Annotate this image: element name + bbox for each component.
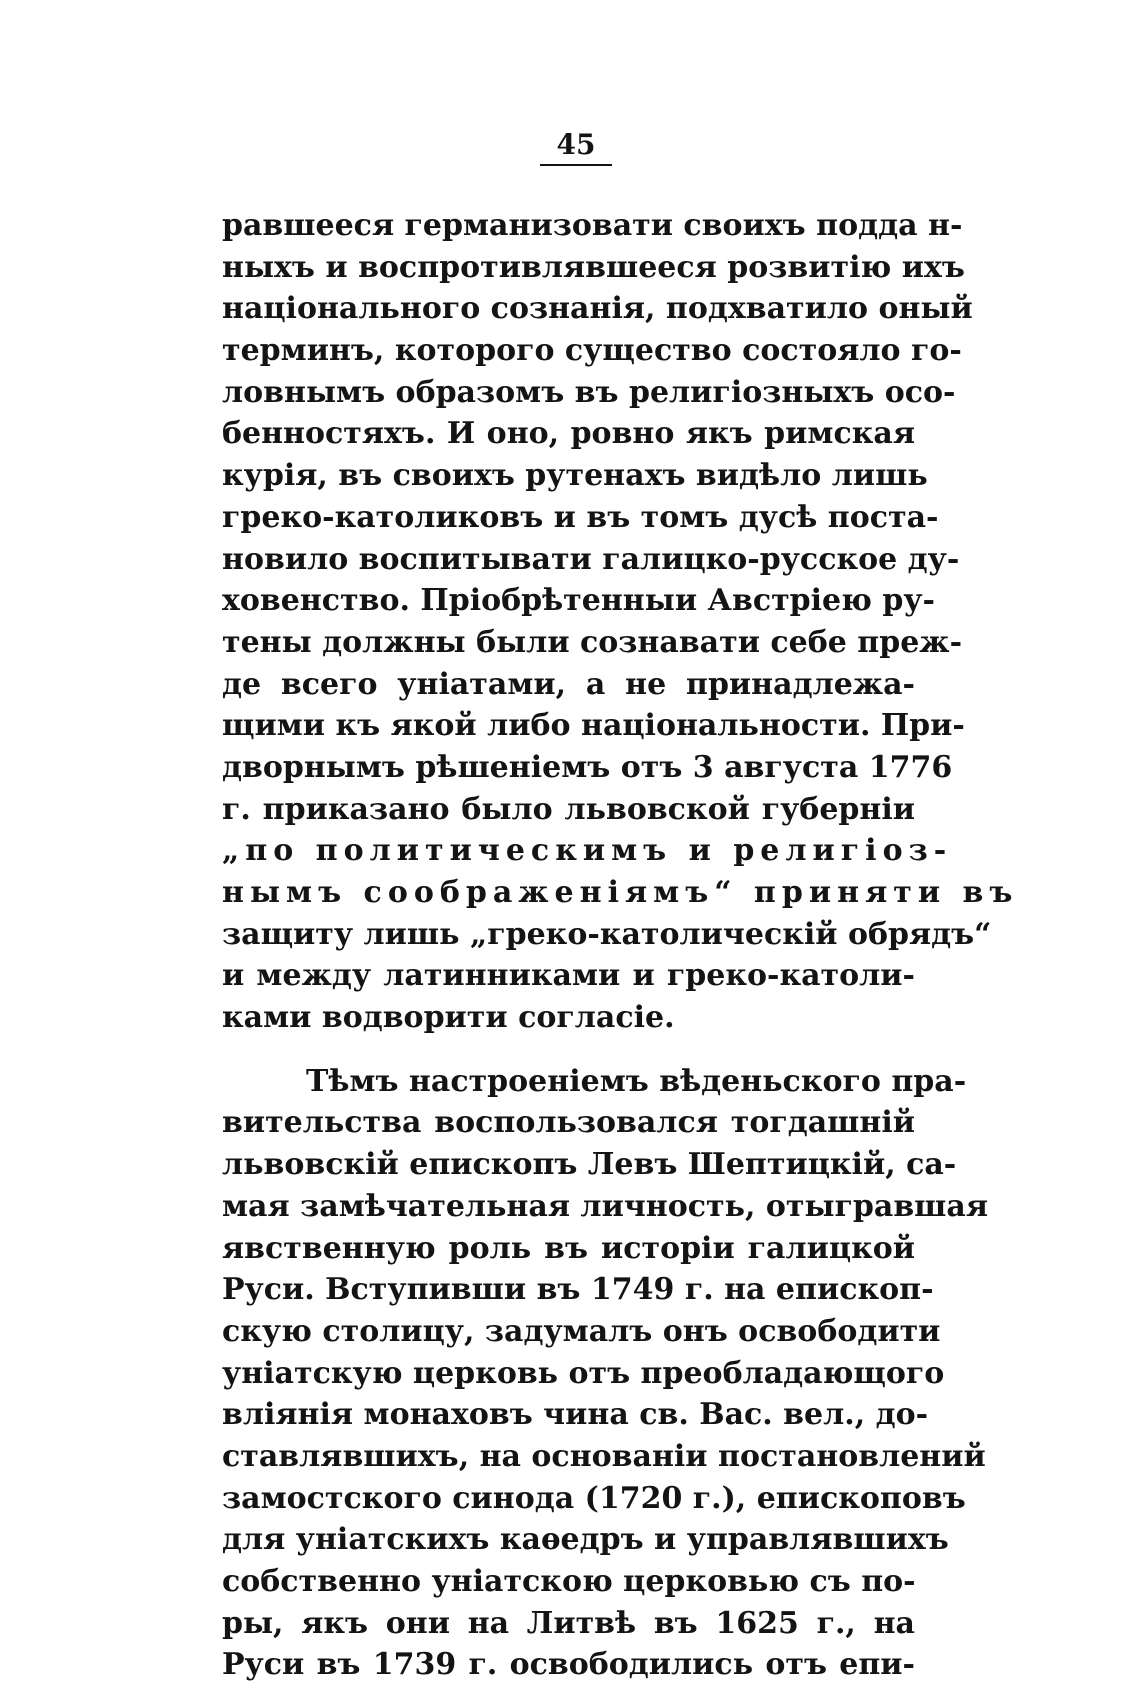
text-line: „по политическимъ и религіоз- <box>222 833 953 869</box>
text-line: для уніатскихъ каѳедръ и управлявшихъ <box>222 1522 949 1558</box>
text-line: новило воспитывати галицко-русское ду- <box>222 541 960 577</box>
text-line: мая замѣчательная личность, отыгравшая <box>222 1188 989 1224</box>
text-line: равшееся германизовати своихъ подда н- <box>222 208 963 243</box>
text-line: нымъ соображеніямъ“ приняти въ <box>222 875 1019 910</box>
text-line: львовскій епископъ Левъ Шептицкій, са- <box>222 1147 957 1183</box>
text-line: скую столицу, задумалъ онъ освободити <box>222 1313 941 1349</box>
text-line: ховенство. Пріобрѣтенныи Австріею ру- <box>222 583 935 619</box>
text-line: дворнымъ рѣшеніемъ отъ 3 августа 1776 <box>222 749 953 785</box>
text-line: терминъ, которого существо состояло го- <box>222 333 962 369</box>
text-line: курія, въ своихъ рутенахъ видѣло лишь <box>222 458 928 494</box>
text-line: тены должны были сознавати себе преж- <box>222 624 963 660</box>
text-line: вительства воспользовался тогдашній <box>222 1105 915 1141</box>
paragraph-1 <box>222 205 1019 1039</box>
text-line: Тѣмъ настроеніемъ вѣденьского пра- <box>306 1063 967 1099</box>
text-line: явственную роль въ исторіи галицкой <box>222 1230 915 1266</box>
page-number: 45 <box>540 128 612 166</box>
text-line: ставлявшихъ, на основаніи постановлений <box>222 1438 986 1474</box>
paragraph-2 <box>222 1061 989 1686</box>
text-line: Руси. Вступивши въ 1749 г. на епископ- <box>222 1272 934 1308</box>
text-line: ныхъ и воспротивлявшееся розвитію ихъ <box>222 249 965 285</box>
text-line: де всего уніатами, а не принадлежа- <box>222 666 915 702</box>
text-line: защиту лишь „греко-католическій обрядъ“ <box>222 916 992 952</box>
text-line: замостского синода (1720 г.), епископовъ <box>222 1480 966 1516</box>
text-line: г. приказано было львовской губерніи <box>222 791 915 827</box>
text-line: бенностяхъ. И оно, ровно якъ римская <box>222 416 915 452</box>
text-line: Руси въ 1739 г. освободились отъ епи- <box>222 1647 915 1683</box>
text-line: ловнымъ образомъ въ религіозныхъ осо- <box>222 374 956 410</box>
paragraph-gap <box>222 1039 915 1061</box>
text-line: ры, якъ они на Литвѣ въ 1625 г., на <box>222 1605 915 1641</box>
text-line: и между латинниками и греко-католи- <box>222 958 915 994</box>
text-line: греко-католиковъ и въ томъ дусѣ поста- <box>222 499 939 535</box>
text-line: національного сознанія, подхватило оный <box>222 291 973 327</box>
body-text <box>222 205 1019 1686</box>
text-line: собственно уніатскою церковью съ по- <box>222 1564 916 1599</box>
text-line: ками водворити согласіе. <box>222 1000 675 1036</box>
text-line: щими къ якой либо національности. При- <box>222 708 965 744</box>
text-line: уніатскую церковь отъ преобладающого <box>222 1355 945 1391</box>
text-line: вліянія монаховъ чина св. Вас. вел., до- <box>222 1397 929 1433</box>
